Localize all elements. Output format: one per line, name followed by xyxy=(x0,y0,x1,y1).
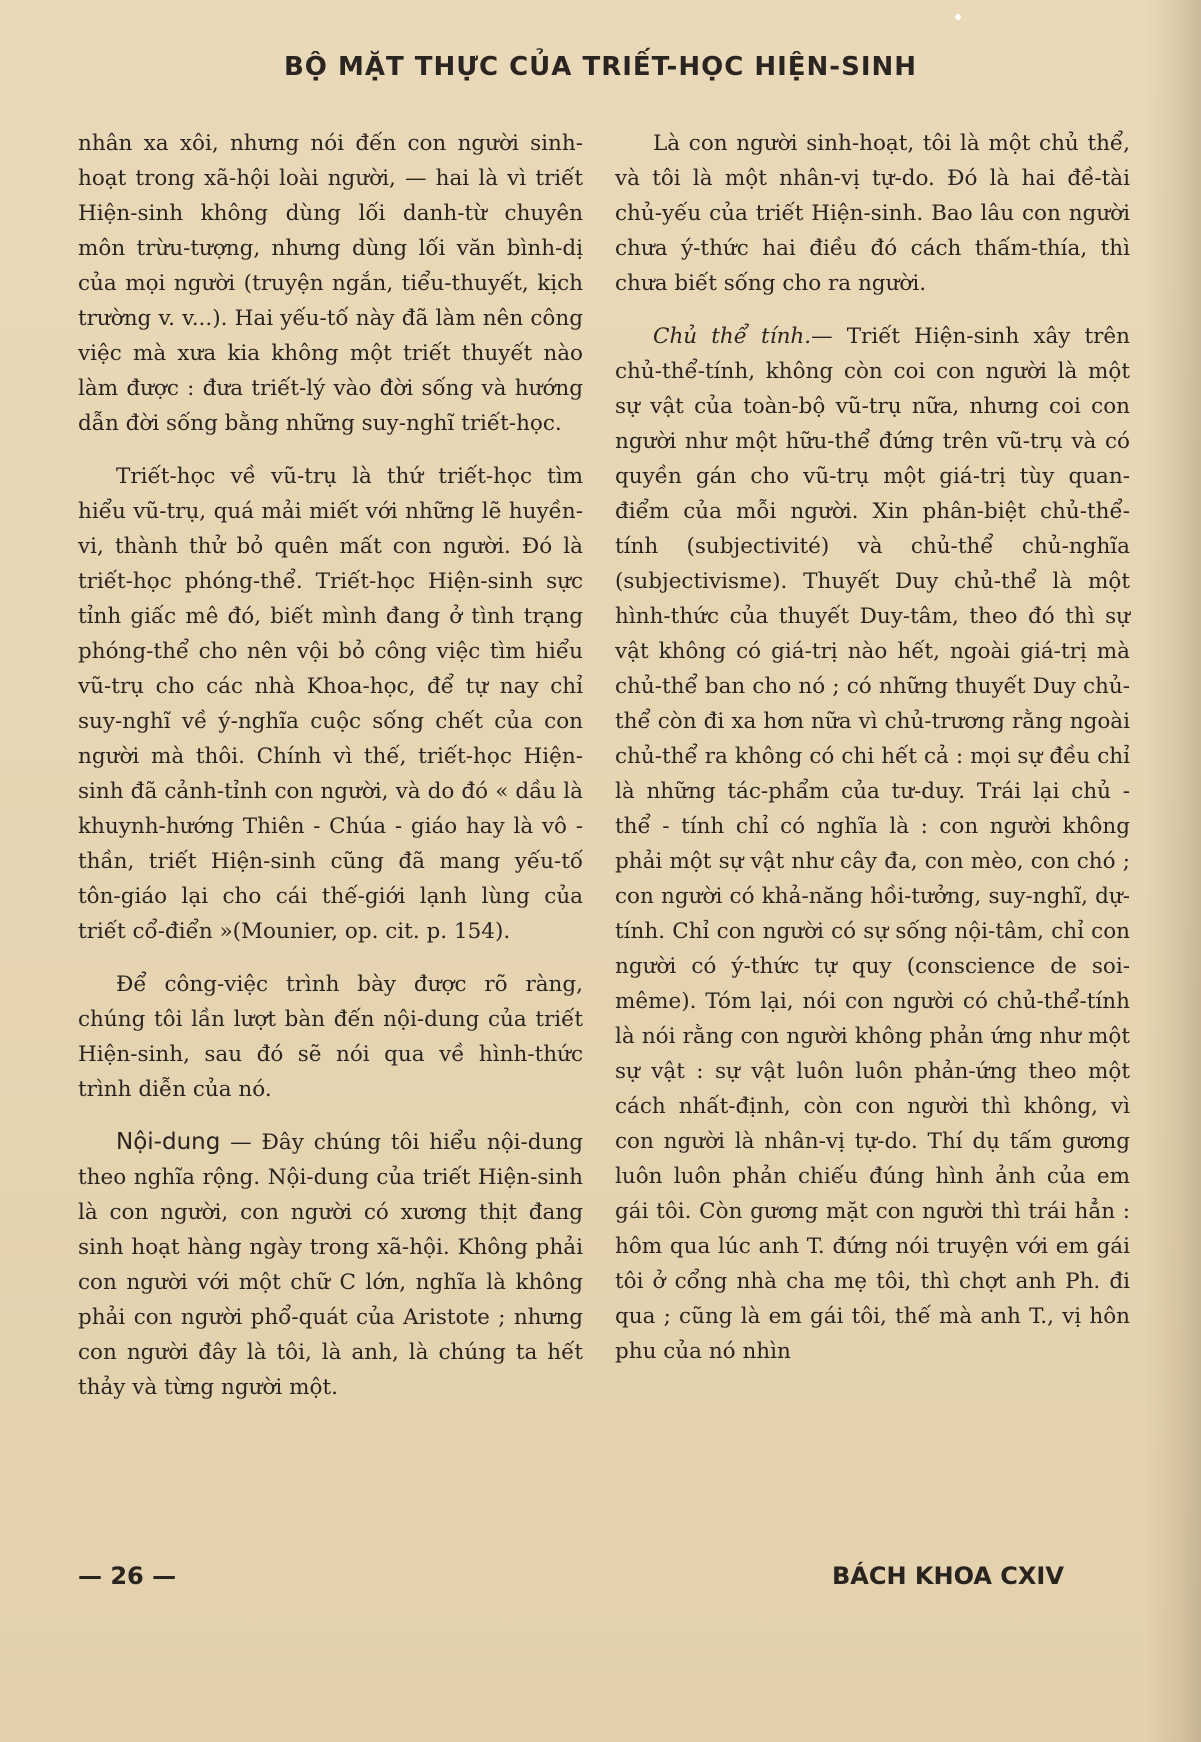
left-paragraph-4 xyxy=(78,1125,583,1405)
section-heading-noi-dung: Nội-dung xyxy=(116,1129,221,1155)
page-edge-shadow xyxy=(1146,0,1201,1742)
right-column xyxy=(615,126,1130,1369)
page-title: BỘ MẶT THỰC CỦA TRIẾT-HỌC HIỆN-SINH xyxy=(283,52,918,82)
left-paragraph-4-text: — Đây chúng tôi hiểu nội-dung theo nghĩa rộng. Nội-dung của triết Hiện-sinh là con người, con người có xương thịt đang sinh hoạt hàng ngày trong xã-hội. Không phải con người với một chữ C lớn, nghĩa là không phải con người phổ-quát của Aristote ; nhưng con người đây là tôi, là anh, là chúng ta hết thảy và từng người một. xyxy=(78,1130,583,1400)
section-heading-chu-the-tinh: Chủ thể tính. xyxy=(653,324,812,349)
right-paragraph-2 xyxy=(615,319,1130,1369)
right-paragraph-2-text: — Triết Hiện-sinh xây trên chủ-thể-tính, không còn coi con người là một sự vật của toàn-bộ vũ-trụ nữa, nhưng coi con người như một hữu-thể đứng trên vũ-trụ và có quyền gán cho vũ-trụ một giá-trị tùy quan-điểm của mỗi người. Xin phân-biệt chủ-thể-tính (subjectivité) và chủ-thể chủ-nghĩa (subjectivisme). Thuyết Duy chủ-thể là một hình-thức của thuyết Duy-tâm, theo đó thì sự vật không có giá-trị nào hết, ngoài giá-trị mà chủ-thể ban cho nó ; có những thuyết Duy chủ-thể còn đi xa hơn nữa vì chủ-trương rằng ngoài chủ-thể ra không có chi hết cả : mọi sự đều chỉ là những tác-phẩm của tư-duy. Trái lại chủ - thể - tính chỉ có nghĩa là : con người không phải một sự vật như cây đa, con mèo, con chó ; con người có khả-năng hồi-tưởng, suy-nghĩ, dự-tính. Chỉ con người có sự sống nội-tâm, chỉ con người có ý-thức tự quy (conscience de soi-même). Tóm lại, nói con người có chủ-thể-tính là nói rằng con người không phản ứng như một sự vật : sự vật luôn luôn phản-ứng theo một cách nhất-định, còn con người thì không, vì con người là nhân-vị tự-do. Thí dụ tấm gương luôn luôn phản chiếu đúng hình ảnh của em gái tôi. Còn gương mặt con người thì trái hẳn : hôm qua lúc anh T. đứng nói truyện với em gái tôi ở cổng nhà cha mẹ tôi, thì chợt anh Ph. đi qua ; cũng là em gái tôi, thế mà anh T., vị hôn phu của nó nhìn xyxy=(615,324,1131,1364)
right-paragraph-1: Là con người sinh-hoạt, tôi là một chủ thể, và tôi là một nhân-vị tự-do. Đó là hai đề-tài chủ-yếu của triết Hiện-sinh. Bao lâu con người chưa ý-thức hai điều đó cách thấm-thía, thì chưa biết sống cho ra người. xyxy=(615,131,1130,296)
left-paragraph-3: Để công-việc trình bày được rõ ràng, chúng tôi lần lượt bàn đến nội-dung của triết Hiện-sinh, sau đó sẽ nói qua về hình-thức trình diễn của nó. xyxy=(78,972,583,1102)
left-paragraph-1: nhân xa xôi, nhưng nói đến con người sinh-hoạt trong xã-hội loài người, — hai là vì triết Hiện-sinh không dùng lối danh-từ chuyên môn trừu-tượng, nhưng dùng lối văn bình-dị của mọi người (truyện ngắn, tiểu-thuyết, kịch trường v. v...). Hai yếu-tố này đã làm nên công việc mà xưa kia không một triết thuyết nào làm được : đưa triết-lý vào đời sống và hướng dẫn đời sống bằng những suy-nghĩ triết-học. xyxy=(78,131,583,436)
magazine-issue: BÁCH KHOA CXIV xyxy=(832,1562,1064,1590)
page-number: — 26 — xyxy=(78,1562,177,1590)
paper-spot xyxy=(955,14,961,20)
left-column xyxy=(78,126,583,1405)
left-paragraph-2: Triết-học về vũ-trụ là thứ triết-học tìm hiểu vũ-trụ, quá mải miết với những lẽ huyền-vi, thành thử bỏ quên mất con người. Đó là triết-học phóng-thể. Triết-học Hiện-sinh sực tỉnh giấc mê đó, biết mình đang ở tình trạng phóng-thể cho nên vội bỏ công việc tìm hiểu vũ-trụ cho các nhà Khoa-học, để tự nay chỉ suy-nghĩ về ý-nghĩa cuộc sống chết của con người mà thôi. Chính vì thế, triết-học Hiện-sinh đã cảnh-tỉnh con người, và do đó « dầu là khuynh-hướng Thiên - Chúa - giáo hay là vô - thần, triết Hiện-sinh cũng đã mang yếu-tố tôn-giáo lại cho cái thế-giới lạnh lùng của triết cổ-điển »(Mounier, op. cit. p. 154). xyxy=(78,464,583,944)
